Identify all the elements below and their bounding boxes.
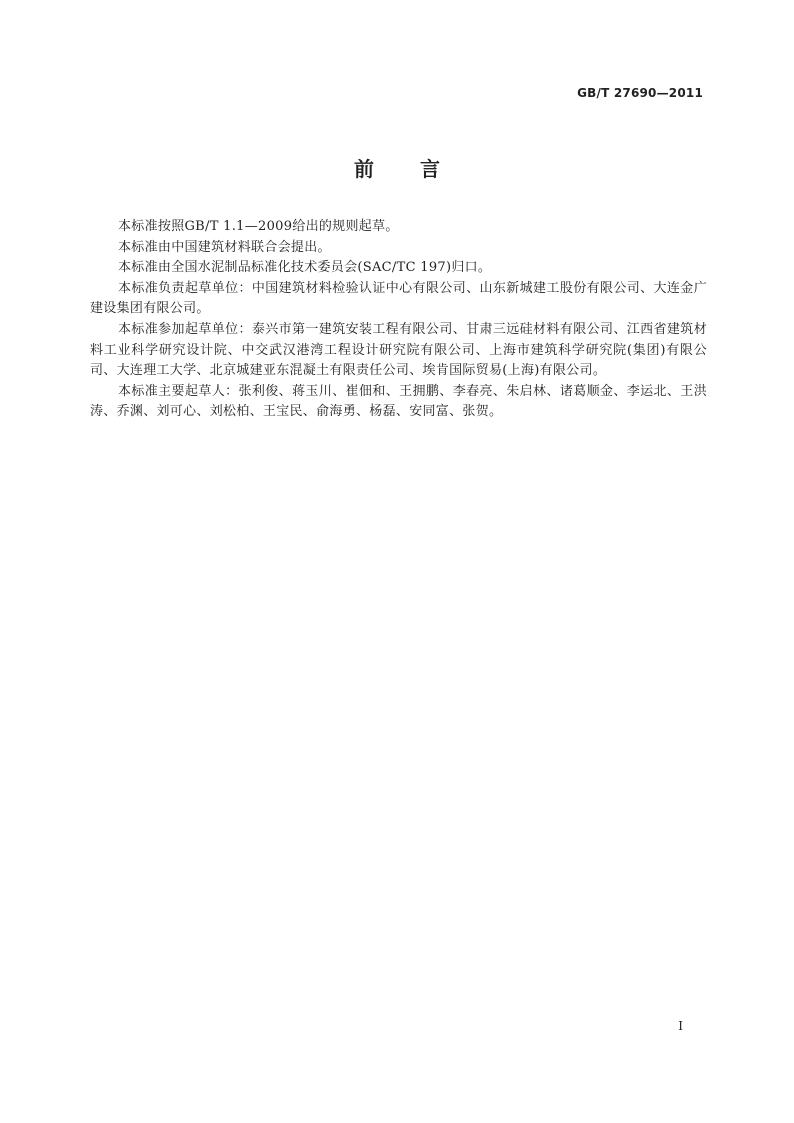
paragraph-drafting-rules: 本标准按照GB/T 1.1—2009给出的规则起草。 (118, 219, 399, 234)
foreword-body (90, 217, 707, 423)
page-title: 前言 (354, 157, 486, 181)
paragraph-main-drafters: 本标准主要起草人：张利俊、蒋玉川、崔佃和、王拥鹏、李春亮、朱启林、诸葛顺金、李运北、王洪涛、乔渊、刘可心、刘松柏、王宝民、俞海勇、杨磊、安同富、张贺。 (90, 383, 707, 420)
paragraph-proposer: 本标准由中国建筑材料联合会提出。 (118, 239, 331, 255)
paragraph-technical-committee: 本标准由全国水泥制品标准化技术委员会(SAC/TC 197)归口。 (118, 260, 492, 276)
page-number: I (678, 1019, 683, 1033)
paragraph-participating-units: 本标准参加起草单位：泰兴市第一建筑安装工程有限公司、甘肃三远硅材料有限公司、江西省建筑材料工业科学研究设计院、中交武汉港湾工程设计研究院有限公司、上海市建筑科学研究院(集团)有限公司、大连理工大学、北京城建亚东混凝土有限责任公司、埃肯国际贸易(上海)有限公司。 (90, 321, 707, 379)
paragraph-lead-drafting-units: 本标准负责起草单位：中国建筑材料检验认证中心有限公司、山东新城建工股份有限公司、大连金广建设集团有限公司。 (90, 280, 707, 317)
standard-code: GB/T 27690—2011 (577, 86, 703, 100)
